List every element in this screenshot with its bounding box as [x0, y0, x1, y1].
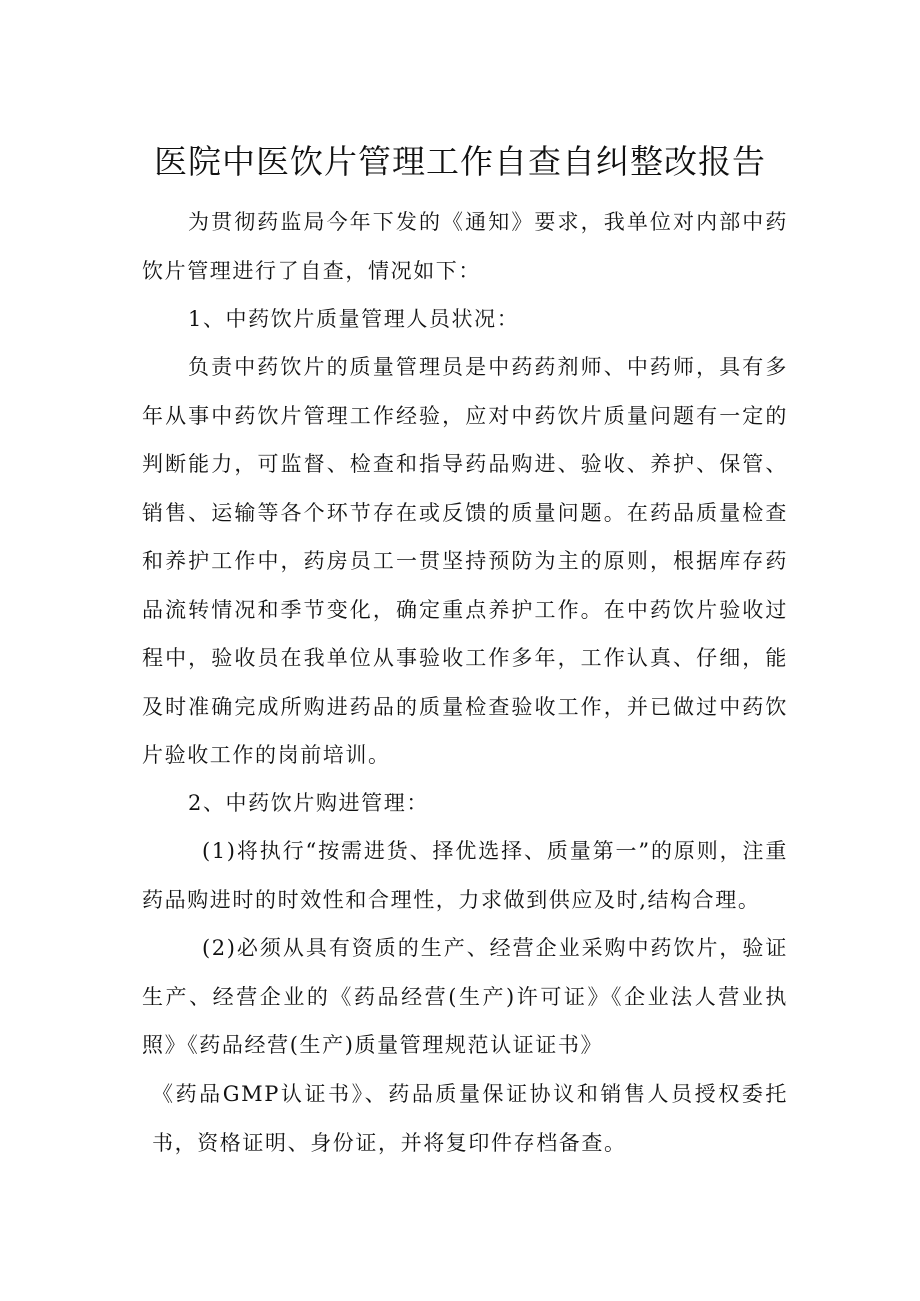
section-1-paragraph: 负责中药饮片的质量管理员是中药药剂师、中药师，具有多年从事中药饮片管理工作经验，应对中药饮片质量问题有一定的判断能力，可监督、检查和指导药品购进、验收、养护、保管、销售、运输等各个环节存在或反馈的质量问题。在药品质量检查和养护工作中，药房员工一贯坚持预防为主的原则，根据库存药品流转情况和季节变化，确定重点养护工作。在中药饮片验收过程中，验收员在我单位从事验收工作多年，工作认真、仔细，能及时准确完成所购进药品的质量检查验收工作，并已做过中药饮片验收工作的岗前培训。	[142, 355, 788, 767]
item-2-paragraph: (2)必须从具有资质的生产、经营企业采购中药饮片，验证生产、经营企业的《药品经营(生产)许可证》《企业法人营业执照》《药品经营(生产)质量管理规范认证证书》	[142, 936, 788, 1057]
intro-paragraph: 为贯彻药监局今年下发的《通知》要求，我单位对内部中药饮片管理进行了自查，情况如下：	[142, 210, 788, 283]
item-1-paragraph: (1)将执行“按需进货、择优选择、质量第一”的原则，注重药品购进时的时效性和合理性，力求做到供应及时,结构合理。	[142, 839, 788, 912]
section-heading-1: 1、中药饮片质量管理人员状况：	[188, 307, 520, 331]
document-title: 医院中医饮片管理工作自查自纠整改报告	[154, 142, 766, 181]
item-2-continuation-paragraph: 《药品GMP认证书》、药品质量保证协议和销售人员授权委托书，资格证明、身份证，并将复印件存档备查。	[152, 1082, 788, 1155]
section-heading-2: 2、中药饮片购进管理：	[188, 791, 429, 815]
